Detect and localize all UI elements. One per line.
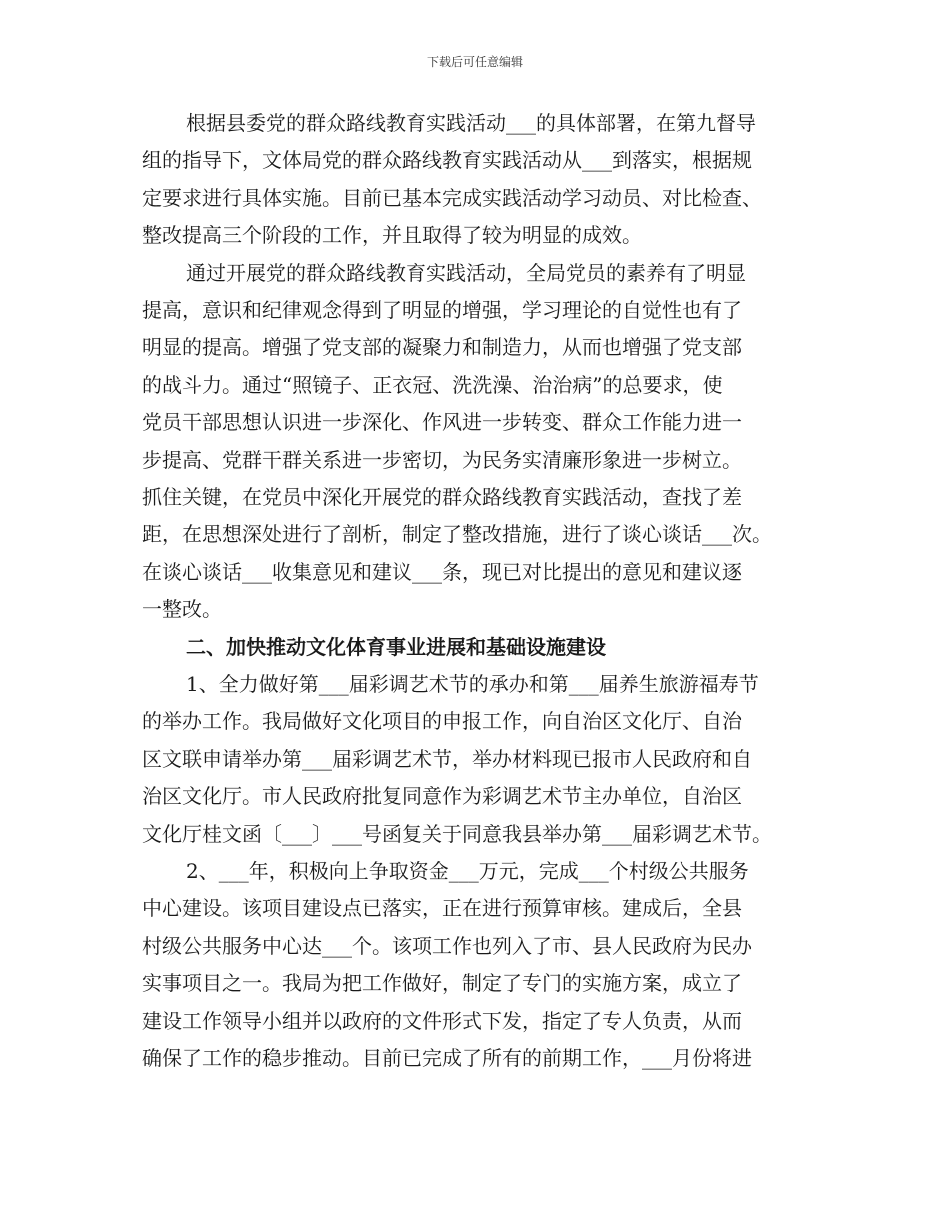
paragraph-line: 明显的提高。增强了党支部的凝聚力和制造力，从而也增强了党支部: [142, 335, 742, 359]
paragraph-line: 村级公共服务中心达___个。该项工作也列入了市、县人民政府为民办: [142, 934, 752, 958]
header-note: 下载后可任意编辑: [426, 55, 523, 69]
paragraph-line: 步提高、党群干群关系进一步密切，为民务实清廉形象进一步树立。: [142, 448, 742, 472]
paragraph-line: 2、___年，积极向上争取资金___万元，完成___个村级公共服务: [186, 859, 749, 883]
paragraph-line: 1、全力做好第___届彩调艺术节的承办和第___届养生旅游福寿节: [186, 672, 759, 696]
section-heading: 二、加快推动文化体育事业进展和基础设施建设: [186, 635, 606, 659]
paragraph-line: 提高，意识和纪律观念得到了明显的增强，学习理论的自觉性也有了: [142, 298, 742, 322]
paragraph-line: 确保了工作的稳步推动。目前已完成了所有的前期工作，___月份将进: [142, 1046, 752, 1070]
paragraph-line: 抓住关键，在党员中深化开展党的群众路线教育实践活动，查找了差: [142, 485, 742, 509]
paragraph-line: 中心建设。该项目建设点已落实，正在进行预算审核。建成后，全县: [142, 896, 742, 920]
paragraph-line: 一整改。: [142, 597, 222, 621]
paragraph-line: 定要求进行具体实施。目前已基本完成实践活动学习动员、对比检查、: [142, 186, 762, 210]
paragraph-line: 建设工作领导小组并以政府的文件形式下发，指定了专人负责，从而: [142, 1009, 742, 1033]
paragraph-line: 整改提高三个阶段的工作，并且取得了较为明显的成效。: [142, 223, 642, 247]
paragraph-line: 通过开展党的群众路线教育实践活动，全局党员的素养有了明显: [186, 261, 746, 285]
paragraph-line: 区文联申请举办第___届彩调艺术节，举办材料现已报市人民政府和自: [142, 747, 752, 771]
paragraph-line: 根据县委党的群众路线教育实践活动___的具体部署，在第九督导: [186, 111, 756, 135]
paragraph-line: 文化厅桂文函〔___〕___号函复关于同意我县举办第___届彩调艺术节。: [142, 822, 772, 846]
paragraph-line: 在谈心谈话___收集意见和建议___条，现已对比提出的意见和建议逐: [142, 560, 742, 584]
paragraph-line: 实事项目之一。我局为把工作做好，制定了专门的实施方案，成立了: [142, 971, 742, 995]
paragraph-line: 组的指导下，文体局党的群众路线教育实践活动从___到落实，根据规: [142, 148, 752, 172]
paragraph-line: 的战斗力。通过“照镜子、正衣冠、洗洗澡、治治病”的总要求，使: [142, 373, 723, 397]
paragraph-line: 的举办工作。我局做好文化项目的申报工作，向自治区文化厅、自治: [142, 709, 742, 733]
paragraph-line: 党员干部思想认识进一步深化、作风进一步转变、群众工作能力进一: [142, 410, 742, 434]
paragraph-line: 治区文化厅。市人民政府批复同意作为彩调艺术节主办单位，自治区: [142, 784, 742, 808]
paragraph-line: 距，在思想深处进行了剖析，制定了整改措施，进行了谈心谈话___次。: [142, 522, 772, 546]
